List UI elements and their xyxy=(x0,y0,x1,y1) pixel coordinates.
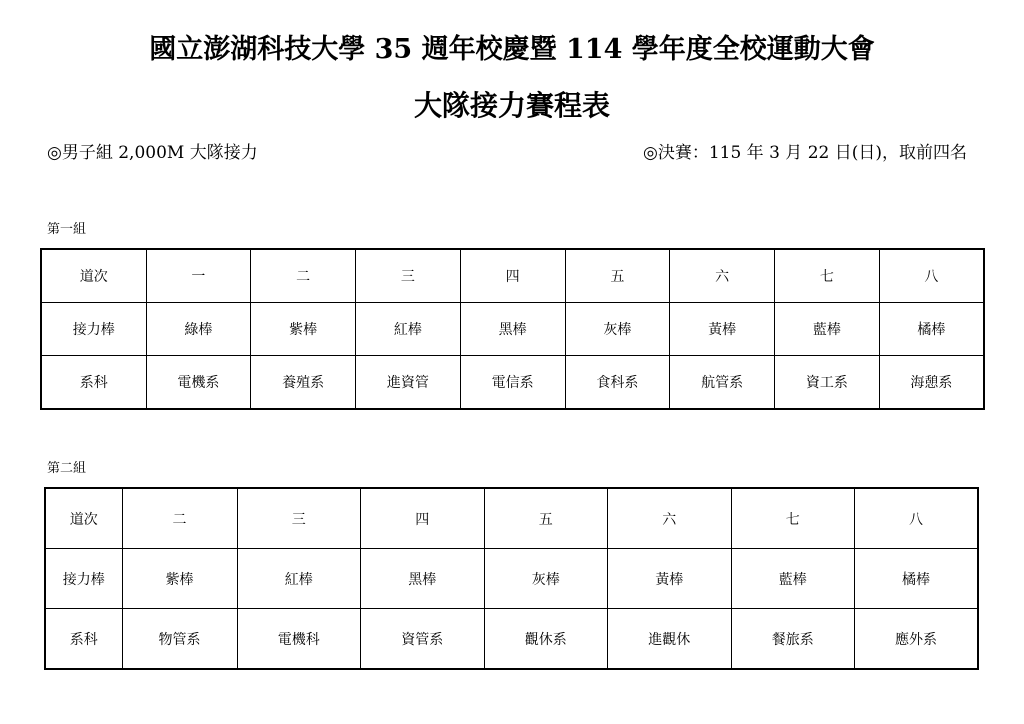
table-row xyxy=(41,303,984,356)
table-cell: 資管系 xyxy=(361,609,485,670)
table-cell: 觀休系 xyxy=(484,609,608,670)
table-cell: 海憩系 xyxy=(879,356,984,410)
table-cell: 四 xyxy=(460,249,565,303)
table-row xyxy=(41,249,984,303)
table-cell: 黃棒 xyxy=(670,303,775,356)
group-1-table xyxy=(40,248,985,410)
group-1-label: 第一組 xyxy=(47,222,87,237)
table-cell: 藍棒 xyxy=(775,303,880,356)
table-cell: 紅棒 xyxy=(356,303,461,356)
row-header-cell: 系科 xyxy=(41,356,146,410)
table-cell: 綠棒 xyxy=(146,303,251,356)
table-cell: 八 xyxy=(855,488,979,549)
table-cell: 四 xyxy=(361,488,485,549)
table-row xyxy=(41,356,984,410)
table-cell: 黑棒 xyxy=(460,303,565,356)
table-row xyxy=(45,488,978,549)
table-cell: 一 xyxy=(146,249,251,303)
table-cell: 物管系 xyxy=(122,609,237,670)
page-subtitle: 大隊接力賽程表 xyxy=(413,89,610,122)
table-cell: 七 xyxy=(731,488,855,549)
table-cell: 紫棒 xyxy=(122,549,237,609)
table-cell: 紫棒 xyxy=(251,303,356,356)
table-row xyxy=(45,609,978,670)
table-cell: 五 xyxy=(484,488,608,549)
final-date-info: ◎決賽：115 年 3 月 22 日(日)，取前四名 xyxy=(642,143,967,163)
row-header-cell: 系科 xyxy=(45,609,122,670)
row-header-cell: 道次 xyxy=(41,249,146,303)
table-cell: 紅棒 xyxy=(237,549,361,609)
table-cell: 六 xyxy=(608,488,732,549)
table-cell: 三 xyxy=(237,488,361,549)
table-row xyxy=(45,549,978,609)
row-header-cell: 道次 xyxy=(45,488,122,549)
table-cell: 灰棒 xyxy=(565,303,670,356)
table-cell: 二 xyxy=(122,488,237,549)
table-cell: 資工系 xyxy=(775,356,880,410)
table-cell: 三 xyxy=(356,249,461,303)
table-cell: 五 xyxy=(565,249,670,303)
table-cell: 藍棒 xyxy=(731,549,855,609)
table-cell: 六 xyxy=(670,249,775,303)
event-category: ◎男子組 2,000M 大隊接力 xyxy=(47,143,258,163)
table-cell: 電機科 xyxy=(237,609,361,670)
table-cell: 航管系 xyxy=(670,356,775,410)
table-cell: 電機系 xyxy=(146,356,251,410)
group-2-table xyxy=(44,487,979,670)
group-2-label: 第二組 xyxy=(47,461,87,476)
page-title: 國立澎湖科技大學 35 週年校慶暨 114 學年度全校運動大會 xyxy=(149,34,875,65)
table-cell: 二 xyxy=(251,249,356,303)
table-cell: 進觀休 xyxy=(608,609,732,670)
table-cell: 進資管 xyxy=(356,356,461,410)
table-cell: 七 xyxy=(775,249,880,303)
table-cell: 灰棒 xyxy=(484,549,608,609)
table-cell: 橘棒 xyxy=(855,549,979,609)
table-cell: 黃棒 xyxy=(608,549,732,609)
row-header-cell: 接力棒 xyxy=(45,549,122,609)
table-cell: 黑棒 xyxy=(361,549,485,609)
table-cell: 八 xyxy=(879,249,984,303)
table-cell: 電信系 xyxy=(460,356,565,410)
table-cell: 餐旅系 xyxy=(731,609,855,670)
table-cell: 養殖系 xyxy=(251,356,356,410)
table-cell: 橘棒 xyxy=(879,303,984,356)
row-header-cell: 接力棒 xyxy=(41,303,146,356)
table-cell: 食科系 xyxy=(565,356,670,410)
table-cell: 應外系 xyxy=(855,609,979,670)
